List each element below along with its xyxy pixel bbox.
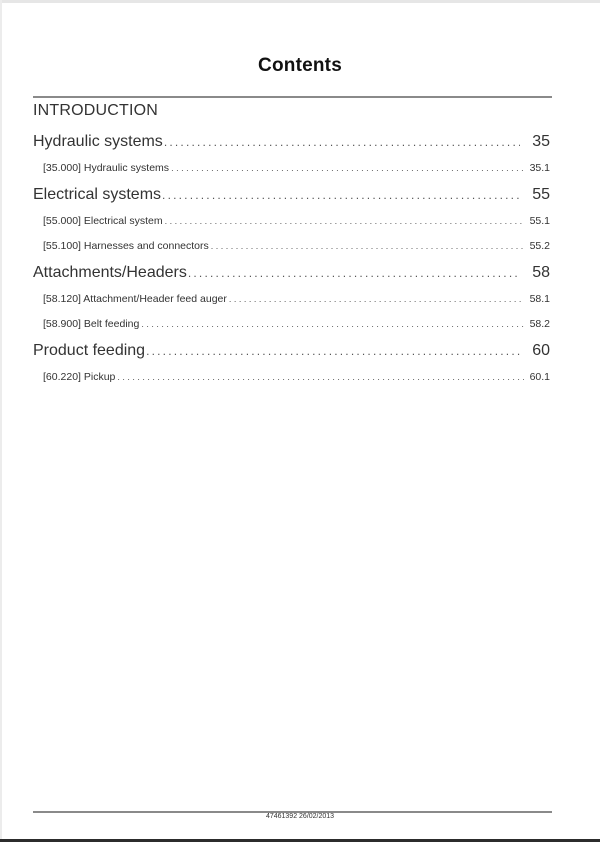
section-page: 58.1 [529, 293, 550, 305]
chapter-page: 60 [532, 342, 550, 359]
section-title: [58.120] Attachment/Header feed auger [43, 293, 227, 305]
dot-leader [164, 128, 520, 156]
section-title: [55.100] Harnesses and connectors [43, 240, 209, 252]
dot-leader [229, 287, 524, 312]
section-page: 35.1 [529, 162, 550, 174]
section-page: 60.1 [529, 371, 550, 383]
table-of-contents [33, 128, 550, 390]
page-title: Contents [258, 55, 342, 76]
section-page: 58.2 [529, 318, 550, 330]
dot-leader [188, 259, 520, 287]
chapter-title: Attachments/Headers [33, 264, 187, 281]
section-title: [58.900] Belt feeding [43, 318, 140, 330]
section-title: [55.000] Electrical system [43, 215, 163, 227]
page-frame-top [0, 0, 600, 3]
toc-section-55-000[interactable] [33, 209, 550, 234]
dot-leader [171, 156, 524, 181]
section-title: [35.000] Hydraulic systems [43, 162, 170, 174]
toc-section-58-900[interactable] [33, 312, 550, 337]
chapter-page: 35 [532, 133, 550, 150]
dot-leader [211, 234, 524, 259]
dot-leader [146, 337, 520, 365]
toc-section-35-000[interactable] [33, 156, 550, 181]
dot-leader [117, 365, 523, 390]
toc-section-58-120[interactable] [33, 287, 550, 312]
toc-chapter-hydraulic-systems[interactable] [33, 128, 550, 156]
toc-chapter-attachments-headers[interactable] [33, 259, 550, 287]
toc-section-55-100[interactable] [33, 234, 550, 259]
dot-leader [165, 209, 524, 234]
header-divider [33, 96, 552, 98]
page-frame-left [0, 0, 2, 842]
toc-introduction[interactable]: INTRODUCTION [33, 102, 159, 119]
chapter-page: 58 [532, 264, 550, 281]
toc-section-60-220[interactable] [33, 365, 550, 390]
toc-chapter-product-feeding[interactable] [33, 337, 550, 365]
toc-chapter-electrical-systems[interactable] [33, 181, 550, 209]
footer-doc-id-date: 47461392 26/02/2013 [265, 813, 335, 820]
chapter-title: Product feeding [33, 342, 146, 359]
section-page: 55.2 [529, 240, 550, 252]
section-title: [60.220] Pickup [43, 371, 116, 383]
dot-leader [162, 181, 520, 209]
chapter-title: Electrical systems [33, 186, 162, 203]
dot-leader [141, 312, 523, 337]
chapter-title: Hydraulic systems [33, 133, 163, 150]
chapter-page: 55 [532, 186, 550, 203]
section-page: 55.1 [529, 215, 550, 227]
